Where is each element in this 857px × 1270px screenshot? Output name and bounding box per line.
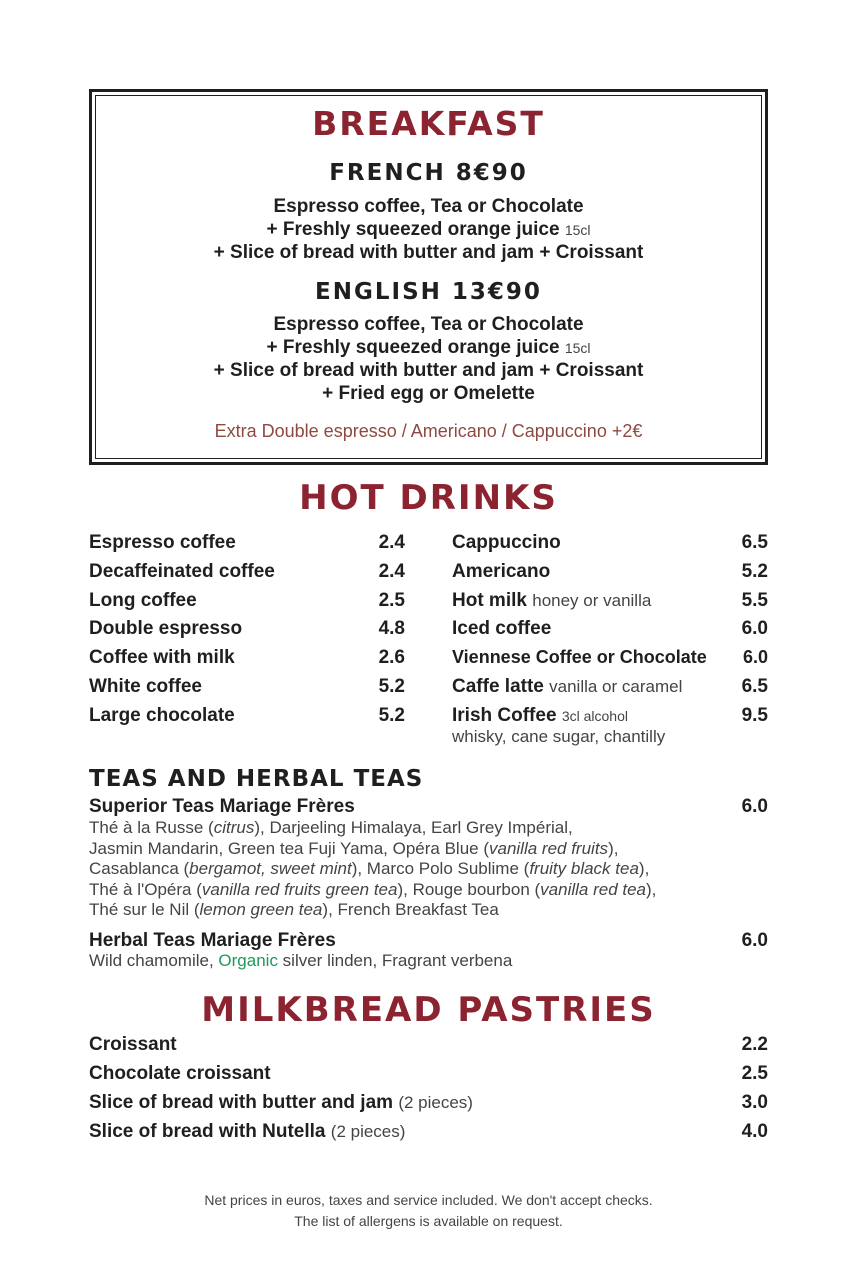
footer-line-2: The list of allergens is available on request.: [294, 1213, 563, 1229]
french-line-2: + Freshly squeezed orange juice 15cl: [266, 219, 591, 240]
hot-right-item: Americano 5.2: [452, 561, 768, 582]
footer-line-1: Net prices in euros, taxes and service included. We don't accept checks.: [204, 1192, 653, 1208]
hot-right-item: Irish Coffee 3cl alcohol 9.5: [452, 705, 768, 726]
hot-left-item: Espresso coffee 2.4: [89, 532, 405, 553]
pastry-item: Croissant 2.2: [89, 1034, 768, 1055]
hot-left-item: White coffee 5.2: [89, 676, 405, 697]
english-line-4: + Fried egg or Omelette: [322, 383, 535, 404]
pastry-item: Slice of bread with Nutella (2 pieces) 4.0: [89, 1121, 768, 1142]
hot-left-item: Double espresso 4.8: [89, 618, 405, 639]
english-line-2: + Freshly squeezed orange juice 15cl: [266, 337, 591, 358]
hot-left-item: Decaffeinated coffee 2.4: [89, 561, 405, 582]
french-heading: FRENCH 8€90: [329, 160, 528, 186]
hot-right-item: Viennese Coffee or Chocolate 6.0: [452, 647, 768, 667]
footer-note: [0, 1190, 857, 1232]
herbal-teas-description: Wild chamomile, Organic silver linden, Fragrant verbena: [89, 951, 513, 970]
hot-right-item: Hot milk honey or vanilla 5.5: [452, 590, 768, 611]
breakfast-box: [89, 89, 768, 465]
pastry-item: Chocolate croissant 2.5: [89, 1063, 768, 1084]
english-line-3: + Slice of bread with butter and jam + Croissant: [213, 360, 644, 381]
hot-right-item: Caffe latte vanilla or caramel 6.5: [452, 676, 768, 697]
herbal-teas-row: Herbal Teas Mariage Frères 6.0: [89, 930, 768, 951]
hot-right-item: Cappuccino 6.5: [452, 532, 768, 553]
irish-coffee-description: whisky, cane sugar, chantilly: [452, 727, 666, 746]
english-heading: ENGLISH 13€90: [315, 279, 542, 305]
pastry-item: Slice of bread with butter and jam (2 pieces) 3.0: [89, 1092, 768, 1113]
french-line-3: + Slice of bread with butter and jam + Croissant: [213, 242, 644, 263]
extra-note: Extra Double espresso / Americano / Cappuccino +2€: [214, 421, 643, 441]
superior-teas-row: Superior Teas Mariage Frères 6.0: [89, 796, 768, 817]
pastries-title: MILKBREAD PASTRIES: [201, 990, 656, 1030]
hot-left-item: Coffee with milk 2.6: [89, 647, 405, 668]
hot-left-item: Large chocolate 5.2: [89, 705, 405, 726]
breakfast-title: BREAKFAST: [312, 104, 545, 143]
french-line-1: Espresso coffee, Tea or Chocolate: [273, 196, 584, 217]
english-line-1: Espresso coffee, Tea or Chocolate: [273, 314, 584, 335]
teas-title: TEAS AND HERBAL TEAS: [89, 766, 424, 792]
hot-right-item: Iced coffee 6.0: [452, 618, 768, 639]
hot-drinks-title: HOT DRINKS: [299, 478, 558, 518]
hot-left-item: Long coffee 2.5: [89, 590, 405, 611]
superior-teas-description: Thé à la Russe (citrus), Darjeeling Himalaya, Earl Grey Impérial, Jasmin Mandarin, Green tea Fuji Yama, Opéra Blue (vanilla red fruits), Casablanca (bergamot, sweet mint), Marco Polo Sublime (fruity black tea), Thé à l'Opéra (vanilla red fruits green tea), Rouge bourbon (vanilla red tea), Thé sur le Nil (lemon green tea), French Breakfast Tea: [89, 818, 657, 919]
